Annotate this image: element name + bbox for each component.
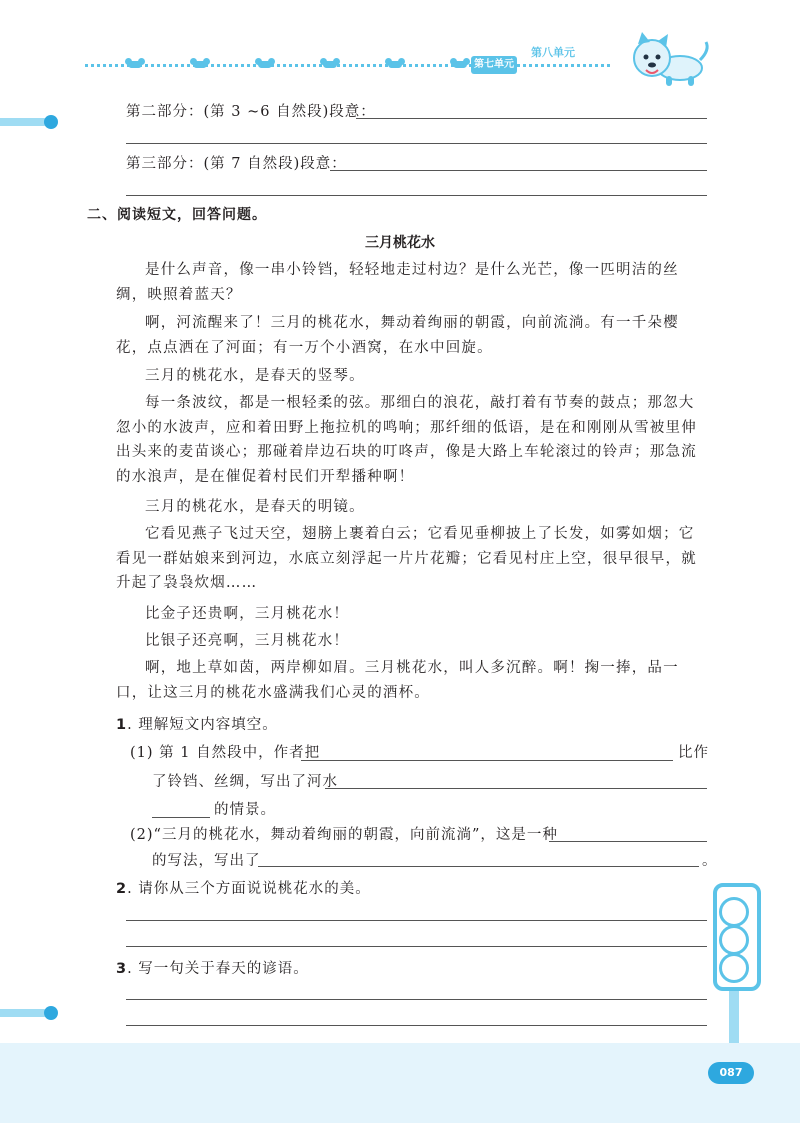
section-heading: 二、阅读短文，回答问题。 [87,207,267,223]
footer-band [0,1043,800,1123]
q1-sub1-end: 的情景。 [214,802,276,818]
article-paragraph: 比银子还亮啊，三月桃花水！ [145,633,350,649]
question-text: . 理解短文内容填空。 [127,717,278,733]
fill-blank[interactable] [152,817,210,818]
part3-label: 第三部分：(第 7 自然段)段意： [126,156,347,172]
answer-line[interactable] [126,143,707,144]
fill-blank[interactable] [258,866,699,867]
side-decor-bar [0,1009,48,1017]
puppy-mascot-icon [622,30,712,90]
fill-blank[interactable] [325,788,707,789]
bone-icon [388,61,402,68]
traffic-light-lamp [719,897,749,927]
question-text: . 请你从三个方面说说桃花水的美。 [127,881,371,897]
answer-line[interactable] [330,170,707,171]
traffic-light-lamp [719,925,749,955]
article-paragraph: 三月的桃花水，是春天的明镜。 [145,499,365,515]
question-text: . 写一句关于春天的谚语。 [127,961,309,977]
article-paragraph: 啊，地上草如茵，两岸柳如眉。三月桃花水，叫人多沉醉。啊！掬一捧，品一口，让这三月的桃花水盛满我们心灵的酒杯。 [116,660,679,701]
article-title: 三月桃花水 [365,235,435,251]
side-decor-dot [44,115,58,129]
question-2 [116,877,371,898]
question-number: 1 [116,717,128,733]
bone-icon [323,61,337,68]
question-number: 3 [116,961,128,977]
article-paragraph: 比金子还贵啊，三月桃花水！ [145,606,350,622]
article-paragraph: 每一条波纹，都是一根轻柔的弦。那细白的浪花，敲打着有节奏的鼓点；那忽大忽小的水波声，应和着田野上拖拉机的鸣响；那纤细的低语，是在和刚刚从雪被里伸出头来的麦苗谈心；那碰着岸边石块的叮咚声，像是大路上车轮滚过的铃声；那急流的水浪声，是在催促着村民们开犁播种啊！ [116,395,697,485]
fill-blank[interactable] [301,760,673,761]
article-paragraph: 它看见燕子飞过天空，翅膀上裹着白云；它看见垂柳披上了长发，如雾如烟；它看见一群姑娘来到河边，水底立刻浮起一片片花瓣；它看见村庄上空，很早很早，就升起了袅袅炊烟…… [116,526,697,591]
bone-icon [128,61,142,68]
answer-line[interactable] [356,118,707,119]
side-decor-dot [44,1006,58,1020]
answer-line[interactable] [126,920,707,921]
traffic-light-lamp [719,953,749,983]
bone-icon [453,61,467,68]
q1-sub1-continued: 了铃铛、丝绸，写出了河水 [152,774,338,790]
q1-sub2-end: 。 [702,853,718,869]
part2-label: 第二部分：(第 3 ~6 自然段)段意： [126,104,376,120]
page-number: 087 [708,1062,754,1084]
question-3 [116,957,309,978]
bone-icon [193,61,207,68]
answer-line[interactable] [126,195,707,196]
article-paragraph: 三月的桃花水，是春天的竖琴。 [145,368,365,384]
unit-tab-current: 第七单元 [471,56,517,74]
q1-sub1-suffix: 比作 [678,745,709,761]
answer-line[interactable] [126,999,707,1000]
q1-sub1-prefix: (1) 第 1 自然段中，作者把 [130,745,321,761]
question-1 [116,713,278,734]
answer-line[interactable] [126,1025,707,1026]
unit-tab-next: 第八单元 [531,46,575,59]
question-number: 2 [116,881,128,897]
q1-sub2-prefix: (2)“三月的桃花水，舞动着绚丽的朝霞，向前流淌”，这是一种 [130,827,558,843]
bone-icon [258,61,272,68]
fill-blank[interactable] [549,841,707,842]
article-paragraph: 啊，河流醒来了！三月的桃花水，舞动着绚丽的朝霞，向前流淌。有一千朵樱花，点点洒在了河面；有一万个小酒窝，在水中回旋。 [116,315,679,356]
q1-sub2-continued: 的写法，写出了 [152,853,261,869]
side-decor-bar [0,118,48,126]
article-paragraph: 是什么声音，像一串小铃铛，轻轻地走过村边？是什么光芒，像一匹明洁的丝绸，映照着蓝天？ [116,262,679,303]
traffic-light-pole [729,991,739,1043]
header-dotted-line [85,64,610,67]
answer-line[interactable] [126,946,707,947]
